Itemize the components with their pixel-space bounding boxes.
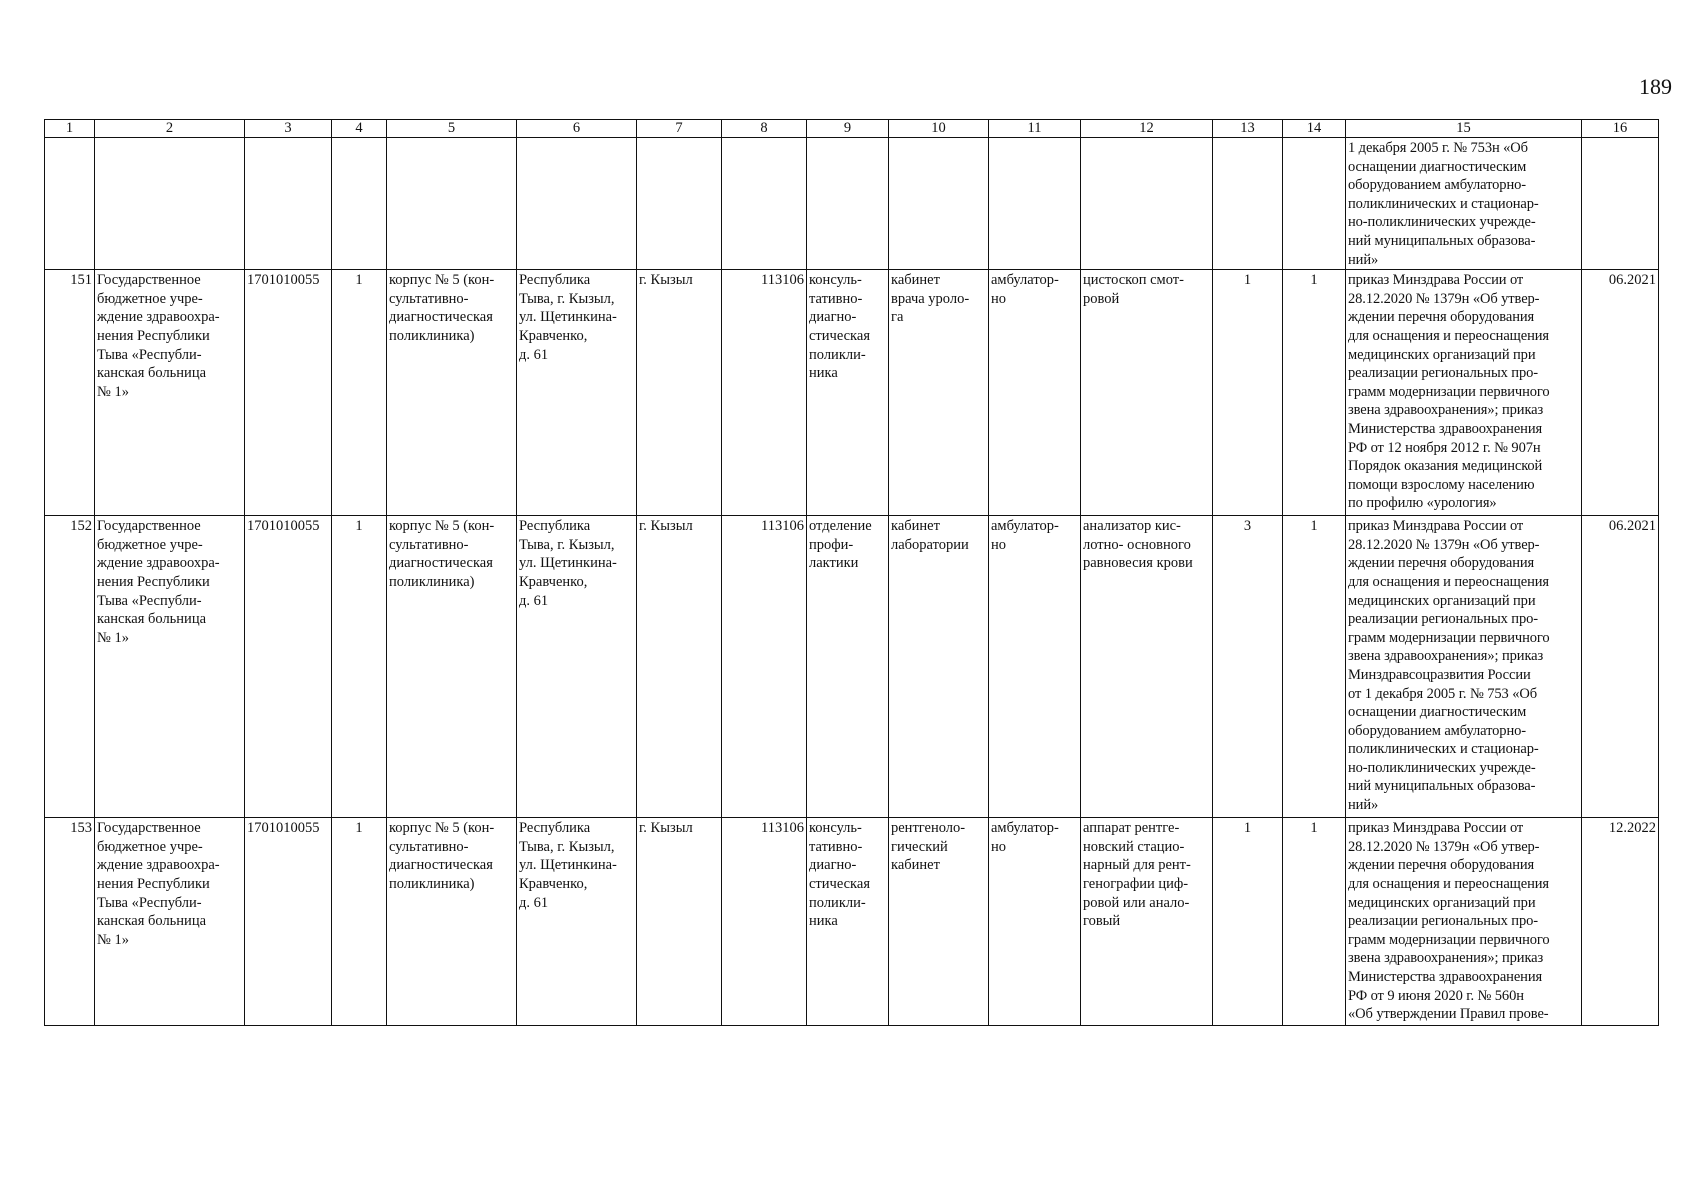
city-cell: г. Кызыл bbox=[637, 270, 722, 516]
count-cell: 1 bbox=[1283, 270, 1346, 516]
count-cell: 1 bbox=[1283, 818, 1346, 1026]
column-header: 7 bbox=[637, 120, 722, 138]
quantity-cell: 1 bbox=[332, 818, 387, 1026]
order-reference-cell: приказ Минздрава России от 28.12.2020 № 1379н «Об утвер- ждении перечня оборудования для оснащения и переоснащения медицинских организаций при реализации региональных про- грамм модернизации первичного звена здравоохранения»; приказ Министерства здравоохранения РФ от 12 ноября 2012 г. № 907н Порядок оказания медицинской помощи взрослому населению по профилю «урология» bbox=[1346, 270, 1582, 516]
count-cell: 1 bbox=[1213, 270, 1283, 516]
table-cell bbox=[45, 138, 95, 270]
equipment-name: аппарат рентге- новский стацио- нарный для рент- генографии циф- ровой или анало- говый bbox=[1081, 818, 1213, 1026]
index-cell: 113106 bbox=[722, 818, 807, 1026]
quantity-cell: 1 bbox=[332, 270, 387, 516]
table-cell bbox=[1283, 138, 1346, 270]
equipment-name: анализатор кис- лотно- основного равновесия крови bbox=[1081, 516, 1213, 818]
care-type-cell: амбулатор- но bbox=[989, 818, 1081, 1026]
row-number: 151 bbox=[45, 270, 95, 516]
column-header: 1 bbox=[45, 120, 95, 138]
building-name: корпус № 5 (кон- сультативно- диагностическая поликлиника) bbox=[387, 818, 517, 1026]
index-cell: 113106 bbox=[722, 516, 807, 818]
city-cell: г. Кызыл bbox=[637, 516, 722, 818]
table-cell bbox=[1213, 138, 1283, 270]
column-header: 9 bbox=[807, 120, 889, 138]
table-row bbox=[45, 516, 1659, 818]
column-header: 8 bbox=[722, 120, 807, 138]
table-cell bbox=[245, 138, 332, 270]
column-header: 12 bbox=[1081, 120, 1213, 138]
column-header: 15 bbox=[1346, 120, 1582, 138]
count-cell: 3 bbox=[1213, 516, 1283, 818]
department-cell: консуль- тативно- диагно- стическая поликли- ника bbox=[807, 818, 889, 1026]
order-reference-cell: приказ Минздрава России от 28.12.2020 № 1379н «Об утвер- ждении перечня оборудования для оснащения и переоснащения медицинских организаций при реализации региональных про- грамм модернизации первичного звена здравоохранения»; приказ Министерства здравоохранения РФ от 9 июня 2020 г. № 560н «Об утверждении Правил прове- bbox=[1346, 818, 1582, 1026]
table-cell bbox=[1081, 138, 1213, 270]
date-cell: 06.2021 bbox=[1582, 516, 1659, 818]
room-cell: кабинет лаборатории bbox=[889, 516, 989, 818]
table-cell bbox=[722, 138, 807, 270]
column-header: 5 bbox=[387, 120, 517, 138]
address-cell: Республика Тыва, г. Кызыл, ул. Щетинкина- Кравченко, д. 61 bbox=[517, 516, 637, 818]
table-cell bbox=[1582, 138, 1659, 270]
count-cell: 1 bbox=[1213, 818, 1283, 1026]
date-cell: 06.2021 bbox=[1582, 270, 1659, 516]
column-header: 10 bbox=[889, 120, 989, 138]
room-cell: рентгеноло- гический кабинет bbox=[889, 818, 989, 1026]
table-cell bbox=[95, 138, 245, 270]
table-cell bbox=[989, 138, 1081, 270]
table-cell bbox=[387, 138, 517, 270]
table-cell bbox=[637, 138, 722, 270]
organization-code: 1701010055 bbox=[245, 818, 332, 1026]
organization-name: Государственное бюджетное учре- ждение здравоохра- нения Республики Тыва «Республи- канская больница № 1» bbox=[95, 516, 245, 818]
count-cell: 1 bbox=[1283, 516, 1346, 818]
organization-code: 1701010055 bbox=[245, 516, 332, 818]
column-header: 14 bbox=[1283, 120, 1346, 138]
column-header: 3 bbox=[245, 120, 332, 138]
address-cell: Республика Тыва, г. Кызыл, ул. Щетинкина- Кравченко, д. 61 bbox=[517, 270, 637, 516]
table-cell bbox=[889, 138, 989, 270]
equipment-name: цистоскоп смот- ровой bbox=[1081, 270, 1213, 516]
continuation-row bbox=[45, 138, 1659, 270]
table-cell bbox=[807, 138, 889, 270]
department-cell: отделение профи- лактики bbox=[807, 516, 889, 818]
column-header: 6 bbox=[517, 120, 637, 138]
care-type-cell: амбулатор- но bbox=[989, 270, 1081, 516]
building-name: корпус № 5 (кон- сультативно- диагностическая поликлиника) bbox=[387, 516, 517, 818]
care-type-cell: амбулатор- но bbox=[989, 516, 1081, 818]
column-number-row bbox=[45, 120, 1659, 138]
column-header: 13 bbox=[1213, 120, 1283, 138]
organization-name: Государственное бюджетное учре- ждение здравоохра- нения Республики Тыва «Республи- канская больница № 1» bbox=[95, 270, 245, 516]
table-row bbox=[45, 818, 1659, 1026]
city-cell: г. Кызыл bbox=[637, 818, 722, 1026]
row-number: 153 bbox=[45, 818, 95, 1026]
table-row bbox=[45, 270, 1659, 516]
organization-code: 1701010055 bbox=[245, 270, 332, 516]
page-number: 189 bbox=[1639, 74, 1672, 99]
column-header: 16 bbox=[1582, 120, 1659, 138]
organization-name: Государственное бюджетное учре- ждение здравоохра- нения Республики Тыва «Республи- канская больница № 1» bbox=[95, 818, 245, 1026]
order-reference-cell: приказ Минздрава России от 28.12.2020 № 1379н «Об утвер- ждении перечня оборудования для оснащения и переоснащения медицинских организаций при реализации региональных про- грамм модернизации первичного звена здравоохранения»; приказ Минздравсоцразвития России от 1 декабря 2005 г. № 753 «Об оснащении диагностическим оборудованием амбулаторно- поликлинических и стационар- но-поликлинических учрежде- ний муниципальных образова- ний» bbox=[1346, 516, 1582, 818]
building-name: корпус № 5 (кон- сультативно- диагностическая поликлиника) bbox=[387, 270, 517, 516]
column-header: 4 bbox=[332, 120, 387, 138]
column-header: 2 bbox=[95, 120, 245, 138]
room-cell: кабинет врача уроло- га bbox=[889, 270, 989, 516]
table-cell bbox=[332, 138, 387, 270]
quantity-cell: 1 bbox=[332, 516, 387, 818]
order-reference-cell: 1 декабря 2005 г. № 753н «Об оснащении диагностическим оборудованием амбулаторно- поликлинических и стационар- но-поликлинических учрежде- ний муниципальных образова- ний» bbox=[1346, 138, 1582, 270]
department-cell: консуль- тативно- диагно- стическая поликли- ника bbox=[807, 270, 889, 516]
equipment-table bbox=[44, 119, 1659, 1026]
row-number: 152 bbox=[45, 516, 95, 818]
column-header: 11 bbox=[989, 120, 1081, 138]
date-cell: 12.2022 bbox=[1582, 818, 1659, 1026]
address-cell: Республика Тыва, г. Кызыл, ул. Щетинкина- Кравченко, д. 61 bbox=[517, 818, 637, 1026]
table-cell bbox=[517, 138, 637, 270]
index-cell: 113106 bbox=[722, 270, 807, 516]
